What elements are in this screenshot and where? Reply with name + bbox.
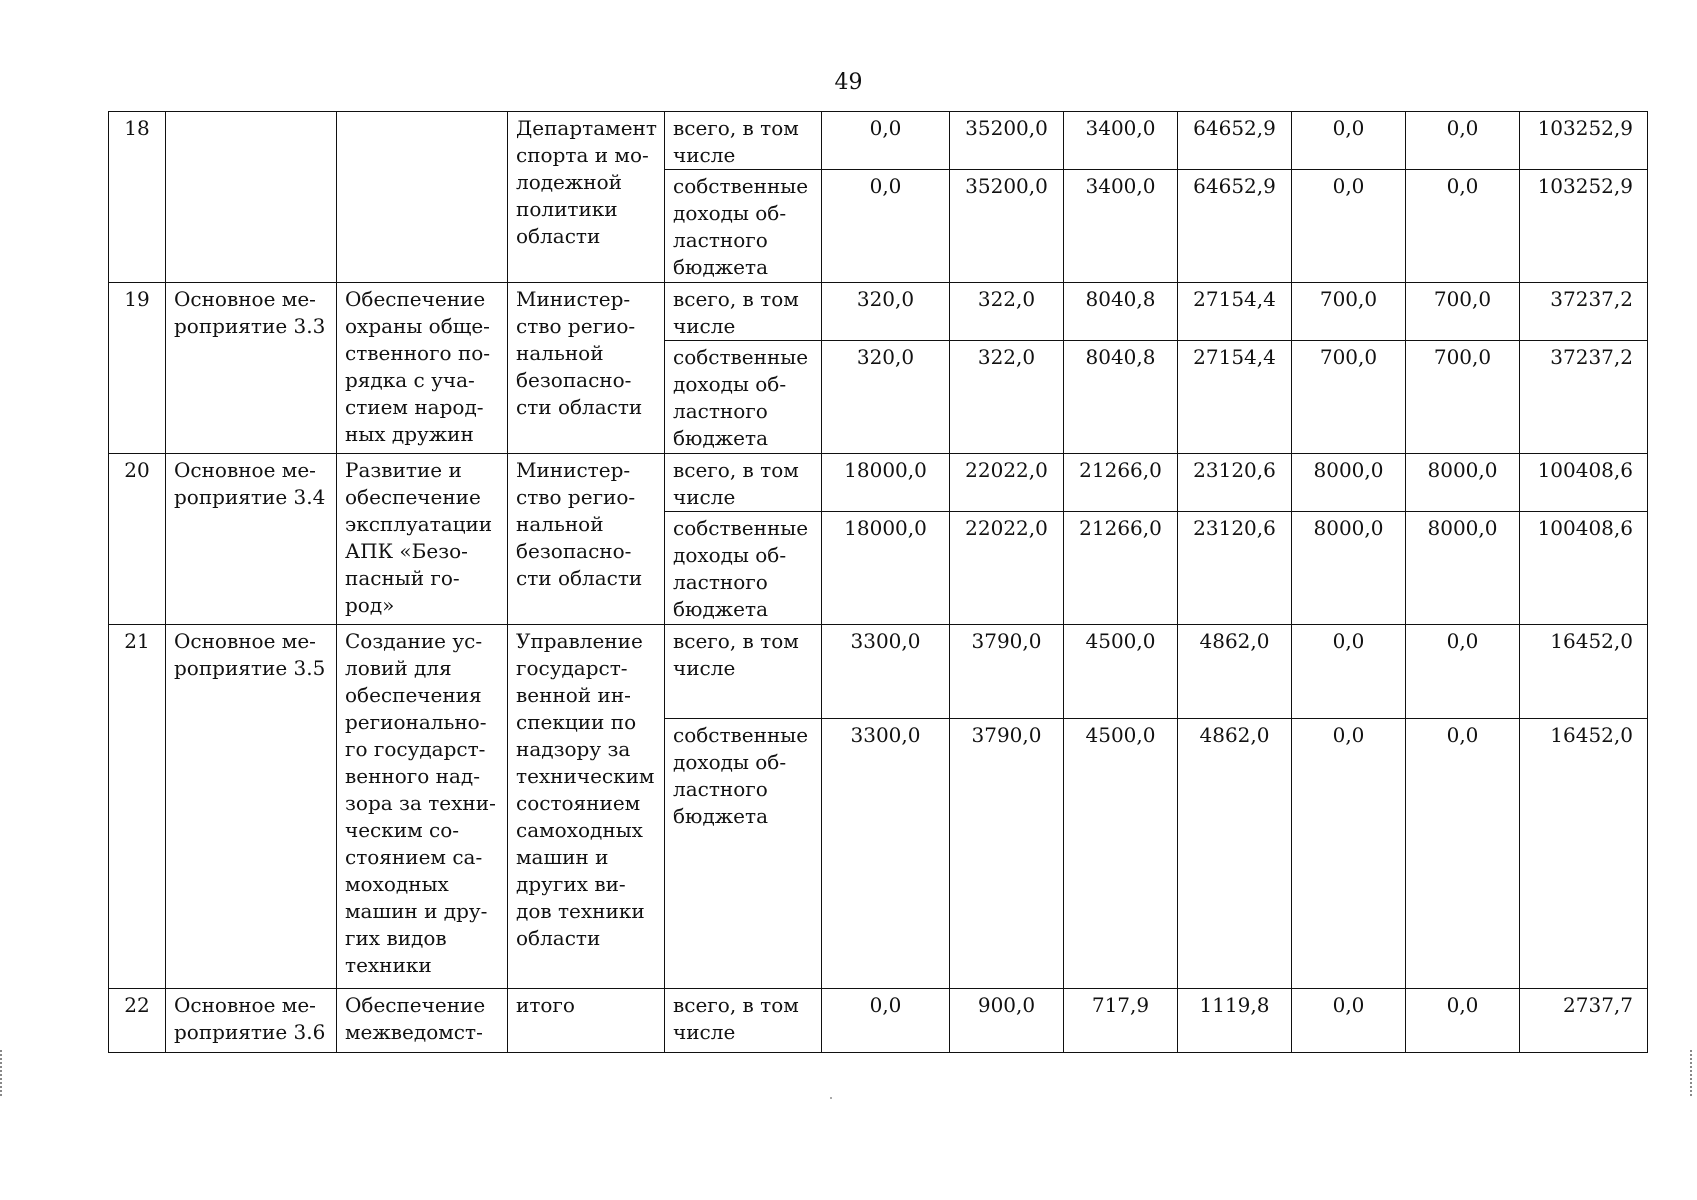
- value-cell: 18000,0: [822, 454, 950, 512]
- value-cell: 3400,0: [1064, 170, 1178, 283]
- page-number: 49: [834, 70, 863, 95]
- value-cell: 900,0: [950, 989, 1064, 1053]
- value-cell: 717,9: [1064, 989, 1178, 1053]
- event-name-cell: [337, 112, 508, 283]
- funding-source-cell: собственные доходы об-ластного бюджета: [665, 512, 822, 625]
- value-cell: 8000,0: [1406, 454, 1520, 512]
- total-value-cell: 103252,9: [1520, 112, 1648, 170]
- value-cell: 22022,0: [950, 454, 1064, 512]
- total-value-cell: 37237,2: [1520, 341, 1648, 454]
- scan-speck: [830, 1097, 832, 1099]
- value-cell: 8000,0: [1292, 454, 1406, 512]
- value-cell: 0,0: [1292, 625, 1406, 719]
- value-cell: 322,0: [950, 283, 1064, 341]
- total-value-cell: 103252,9: [1520, 170, 1648, 283]
- value-cell: 64652,9: [1178, 170, 1292, 283]
- funding-source-cell: собственные доходы об-ластного бюджета: [665, 170, 822, 283]
- executor-cell: итого: [508, 989, 665, 1053]
- value-cell: 4500,0: [1064, 719, 1178, 989]
- total-value-cell: 16452,0: [1520, 625, 1648, 719]
- row-number: 20: [109, 454, 166, 625]
- value-cell: 0,0: [1292, 112, 1406, 170]
- value-cell: 0,0: [1406, 170, 1520, 283]
- funding-source-cell: всего, в том числе: [665, 625, 822, 719]
- total-value-cell: 100408,6: [1520, 454, 1648, 512]
- event-cell: Основное ме-роприятие 3.3: [166, 283, 337, 454]
- value-cell: 27154,4: [1178, 283, 1292, 341]
- funding-source-cell: всего, в том числе: [665, 454, 822, 512]
- value-cell: 4862,0: [1178, 625, 1292, 719]
- value-cell: 8000,0: [1292, 512, 1406, 625]
- total-value-cell: 37237,2: [1520, 283, 1648, 341]
- value-cell: 700,0: [1406, 341, 1520, 454]
- event-cell: Основное ме-роприятие 3.6: [166, 989, 337, 1053]
- table-row: [109, 625, 1648, 719]
- event-name-cell: Развитие и обеспечение эксплуатации АПК «Безо-пасный го-род»: [337, 454, 508, 625]
- value-cell: 0,0: [1406, 112, 1520, 170]
- table-row: [109, 989, 1648, 1053]
- value-cell: 4862,0: [1178, 719, 1292, 989]
- executor-cell: Управление государст-венной ин-спекции по надзору за техническим состоянием самоходных машин и других ви-дов техники области: [508, 625, 665, 989]
- total-value-cell: 100408,6: [1520, 512, 1648, 625]
- value-cell: 27154,4: [1178, 341, 1292, 454]
- value-cell: 21266,0: [1064, 512, 1178, 625]
- table-row: [109, 454, 1648, 512]
- value-cell: 0,0: [1292, 719, 1406, 989]
- value-cell: 21266,0: [1064, 454, 1178, 512]
- value-cell: 35200,0: [950, 112, 1064, 170]
- event-cell: [166, 112, 337, 283]
- row-number: 18: [109, 112, 166, 283]
- funding-source-cell: всего, в том числе: [665, 989, 822, 1053]
- event-name-cell: Обеспечение межведомст-: [337, 989, 508, 1053]
- value-cell: 320,0: [822, 283, 950, 341]
- value-cell: 22022,0: [950, 512, 1064, 625]
- row-number: 22: [109, 989, 166, 1053]
- value-cell: 64652,9: [1178, 112, 1292, 170]
- event-name-cell: Обеспечение охраны обще-ственного по-рядка с уча-стием народ-ных дружин: [337, 283, 508, 454]
- budget-table: [108, 111, 1648, 1053]
- funding-source-cell: собственные доходы об-ластного бюджета: [665, 341, 822, 454]
- value-cell: 4500,0: [1064, 625, 1178, 719]
- value-cell: 3400,0: [1064, 112, 1178, 170]
- value-cell: 23120,6: [1178, 454, 1292, 512]
- value-cell: 700,0: [1292, 341, 1406, 454]
- row-number: 19: [109, 283, 166, 454]
- value-cell: 0,0: [1406, 719, 1520, 989]
- value-cell: 322,0: [950, 341, 1064, 454]
- value-cell: 8000,0: [1406, 512, 1520, 625]
- value-cell: 3300,0: [822, 625, 950, 719]
- total-value-cell: 16452,0: [1520, 719, 1648, 989]
- value-cell: 320,0: [822, 341, 950, 454]
- event-cell: Основное ме-роприятие 3.4: [166, 454, 337, 625]
- value-cell: 0,0: [1406, 625, 1520, 719]
- value-cell: 0,0: [822, 170, 950, 283]
- executor-cell: Министер-ство регио-нальной безопасно-сти области: [508, 283, 665, 454]
- table-row: [109, 112, 1648, 170]
- value-cell: 3790,0: [950, 625, 1064, 719]
- row-number: 21: [109, 625, 166, 989]
- value-cell: 0,0: [1406, 989, 1520, 1053]
- funding-source-cell: всего, в том числе: [665, 283, 822, 341]
- value-cell: 700,0: [1406, 283, 1520, 341]
- funding-source-cell: всего, в том числе: [665, 112, 822, 170]
- value-cell: 0,0: [1292, 170, 1406, 283]
- value-cell: 3790,0: [950, 719, 1064, 989]
- value-cell: 8040,8: [1064, 341, 1178, 454]
- executor-cell: Департамент спорта и мо-лодежной политики области: [508, 112, 665, 283]
- value-cell: 3300,0: [822, 719, 950, 989]
- value-cell: 1119,8: [1178, 989, 1292, 1053]
- scan-margin-marks: [0, 1050, 4, 1096]
- value-cell: 23120,6: [1178, 512, 1292, 625]
- value-cell: 35200,0: [950, 170, 1064, 283]
- executor-cell: Министер-ство регио-нальной безопасно-сти области: [508, 454, 665, 625]
- event-cell: Основное ме-роприятие 3.5: [166, 625, 337, 989]
- value-cell: 700,0: [1292, 283, 1406, 341]
- table-row: [109, 283, 1648, 341]
- value-cell: 8040,8: [1064, 283, 1178, 341]
- value-cell: 0,0: [1292, 989, 1406, 1053]
- value-cell: 18000,0: [822, 512, 950, 625]
- total-value-cell: 2737,7: [1520, 989, 1648, 1053]
- scan-margin-marks: [1690, 1050, 1694, 1096]
- event-name-cell: Создание ус-ловий для обеспечения регионально-го государст-венного над-зора за техни-ческим со-стоянием са-моходных машин и дру-гих видов техники: [337, 625, 508, 989]
- value-cell: 0,0: [822, 112, 950, 170]
- funding-source-cell: собственные доходы об-ластного бюджета: [665, 719, 822, 989]
- value-cell: 0,0: [822, 989, 950, 1053]
